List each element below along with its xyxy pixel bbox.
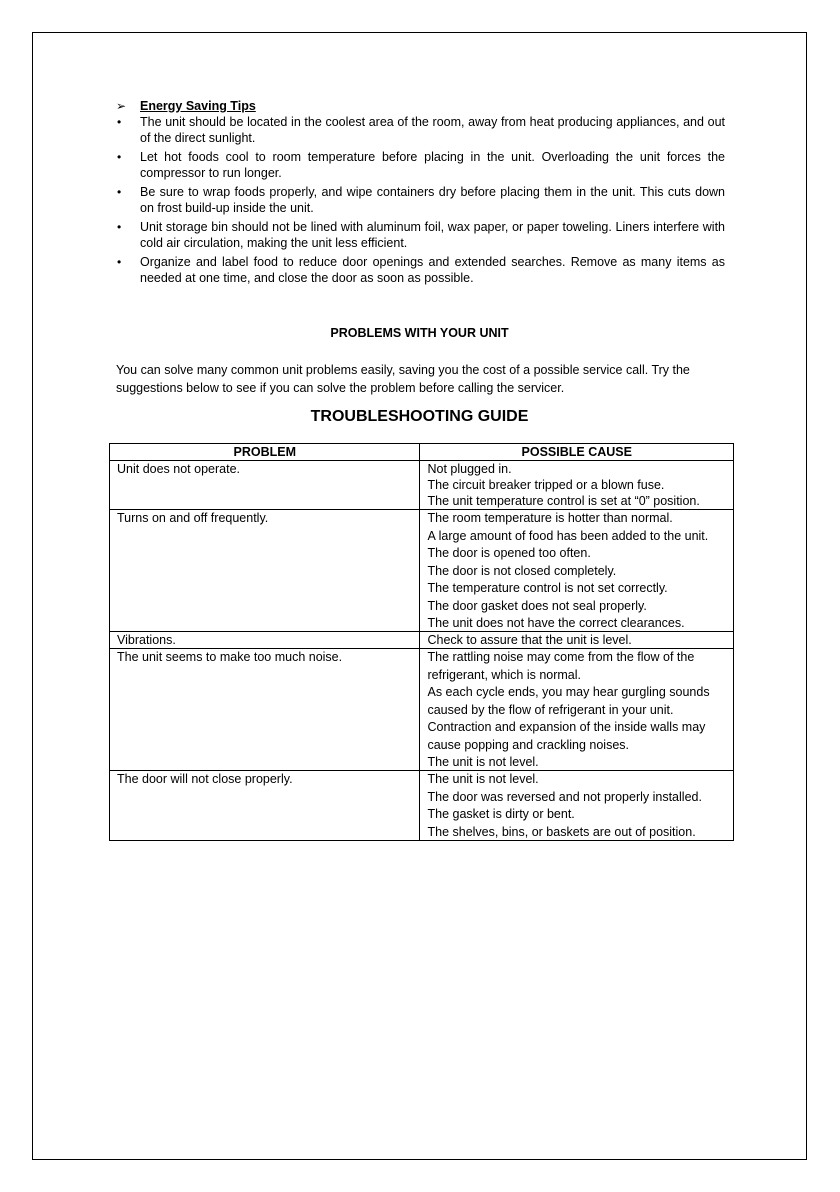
- problem-text: Unit does not operate.: [117, 462, 240, 476]
- problem-cell: [110, 461, 420, 510]
- cause-text: Check to assure that the unit is level.: [427, 633, 632, 647]
- bullet-icon: •: [117, 150, 122, 164]
- energy-tips-heading-row: [116, 98, 256, 114]
- energy-tip-text: Unit storage bin should not be lined with aluminum foil, wax paper, or paper toweling. Liners interfere with cold air circulation, making the unit less efficient.: [140, 220, 725, 250]
- energy-tip-item: [116, 149, 725, 181]
- cause-text: The unit does not have the correct clearances.: [427, 616, 685, 630]
- energy-tip-text: Organize and label food to reduce door openings and extended searches. Remove as many items as needed at one time, and close the door as soon as possible.: [140, 255, 725, 285]
- troubleshooting-guide-title: TROUBLESHOOTING GUIDE: [310, 408, 529, 425]
- bullet-icon: •: [117, 255, 122, 269]
- table-header-row: [110, 444, 734, 461]
- problem-text: Turns on and off frequently.: [117, 511, 269, 525]
- bullet-icon: •: [117, 115, 122, 129]
- problem-cell: [110, 632, 420, 649]
- cause-text: The unit temperature control is set at “0” position.: [427, 494, 700, 508]
- problems-intro-paragraph: You can solve many common unit problems easily, saving you the cost of a possible service call. Try the suggestions below to see if you can solve the problem before calling the servicer.: [116, 363, 690, 395]
- problem-cell: [110, 771, 420, 841]
- table-row: [110, 649, 734, 771]
- table-row: [110, 771, 734, 841]
- energy-tips-heading: Energy Saving Tips: [140, 99, 256, 113]
- problem-cell: [110, 649, 420, 771]
- cause-text: As each cycle ends, you may hear gurgling sounds caused by the flow of refrigerant in your unit.: [427, 685, 710, 717]
- cause-text: The room temperature is hotter than normal.: [427, 511, 673, 525]
- energy-tip-item: [116, 184, 725, 216]
- problem-column-header: PROBLEM: [110, 444, 420, 461]
- troubleshooting-table: [109, 443, 734, 841]
- cause-text: The door is not closed completely.: [427, 563, 617, 578]
- cause-text: A large amount of food has been added to the unit.: [427, 528, 709, 543]
- arrow-bullet-icon: ➢: [116, 99, 127, 113]
- cause-text: The door gasket does not seal properly.: [427, 598, 647, 613]
- cause-text: Contraction and expansion of the inside walls may cause popping and crackling noises.: [427, 720, 706, 752]
- energy-tip-text: The unit should be located in the coolest area of the room, away from heat producing appliances, and out of the direct sunlight.: [140, 115, 725, 145]
- problem-text: The unit seems to make too much noise.: [117, 650, 343, 664]
- problem-text: Vibrations.: [117, 633, 176, 647]
- energy-tip-item: [116, 114, 725, 146]
- energy-tip-text: Be sure to wrap foods properly, and wipe containers dry before placing them in the unit. This cuts down on frost build-up inside the unit.: [140, 185, 725, 215]
- cause-text: The gasket is dirty or bent.: [427, 807, 575, 821]
- problem-text: The door will not close properly.: [117, 772, 293, 786]
- problem-cell: [110, 510, 420, 632]
- cause-cell: [420, 510, 734, 632]
- bullet-icon: •: [117, 220, 122, 234]
- table-row: [110, 510, 734, 632]
- cause-cell: [420, 649, 734, 771]
- cause-cell: [420, 461, 734, 510]
- cause-text: The unit is not level.: [427, 755, 539, 769]
- cause-text: The door was reversed and not properly installed.: [427, 789, 702, 804]
- cause-text: The rattling noise may come from the flow of the refrigerant, which is normal.: [427, 650, 695, 682]
- cause-text: The circuit breaker tripped or a blown fuse.: [427, 478, 665, 492]
- cause-column-header: POSSIBLE CAUSE: [420, 444, 734, 461]
- energy-tips-list: [116, 114, 725, 286]
- energy-tip-item: [116, 254, 725, 286]
- cause-text: The temperature control is not set correctly.: [427, 581, 668, 595]
- problems-section-title: PROBLEMS WITH YOUR UNIT: [330, 326, 509, 340]
- cause-cell: [420, 632, 734, 649]
- table-row: [110, 632, 734, 649]
- cause-text: The door is opened too often.: [427, 546, 591, 560]
- cause-text: The shelves, bins, or baskets are out of position.: [427, 824, 696, 839]
- cause-cell: [420, 771, 734, 841]
- energy-tip-text: Let hot foods cool to room temperature before placing in the unit. Overloading the unit forces the compressor to run longer.: [140, 150, 725, 180]
- energy-tip-item: [116, 219, 725, 251]
- cause-text: The unit is not level.: [427, 772, 539, 786]
- bullet-icon: •: [117, 185, 122, 199]
- cause-text: Not plugged in.: [427, 462, 512, 476]
- table-row: [110, 461, 734, 510]
